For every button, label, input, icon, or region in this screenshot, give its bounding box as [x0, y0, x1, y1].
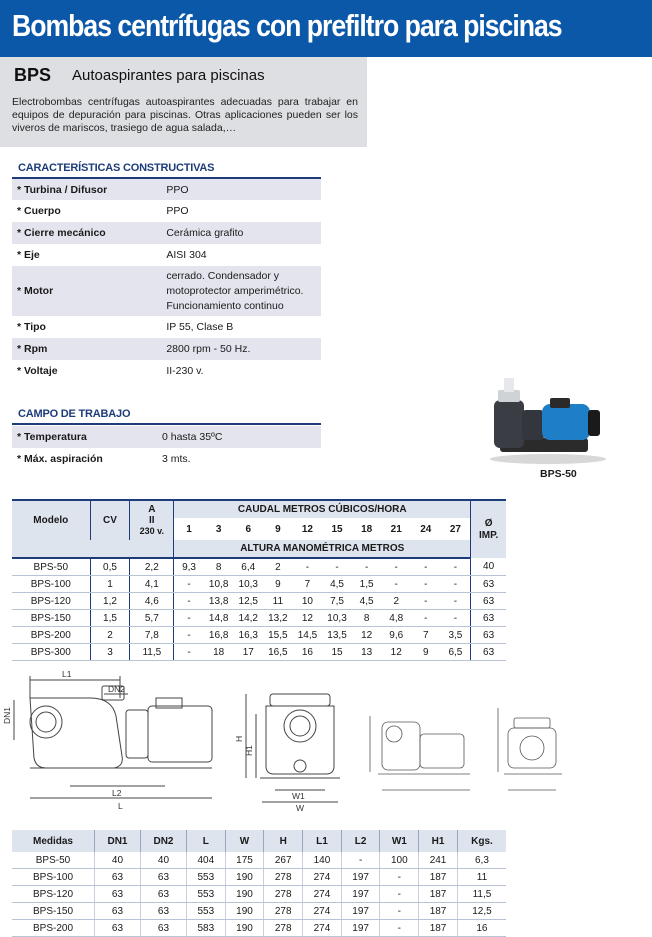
head-cell: 11	[263, 593, 293, 610]
motor-outline	[148, 706, 212, 762]
head-cell: 10,3	[322, 610, 352, 627]
port-inner	[290, 716, 310, 736]
head-cell: 8	[204, 558, 234, 576]
shadow	[490, 454, 606, 464]
dims-cell: 190	[225, 920, 264, 937]
flow-value: 6	[245, 523, 252, 535]
head-cell: 16,5	[263, 644, 293, 661]
imp-symbol: Ø	[484, 517, 493, 529]
terminal-box	[550, 398, 570, 408]
technical-drawings	[0, 668, 652, 813]
head-cell: 4,5	[322, 576, 352, 593]
flow-value: 1	[174, 518, 204, 540]
spec-key: * Cierre mecánico	[12, 222, 161, 244]
dims-cell: 63	[95, 886, 141, 903]
spec-key: * Turbina / Difusor	[12, 179, 161, 200]
spec-row	[12, 448, 321, 470]
head-cell: 7	[293, 576, 323, 593]
head-cell: -	[174, 610, 204, 627]
dims-cell: 187	[419, 903, 458, 920]
dims-cell: 16	[457, 920, 506, 937]
col-amps	[130, 500, 174, 540]
photo-caption: BPS-50	[540, 468, 577, 480]
dims-cell: 63	[95, 903, 141, 920]
head-cell: 15,5	[263, 627, 293, 644]
table-row	[12, 610, 506, 627]
head-cell: 14,8	[204, 610, 234, 627]
label-l1: L1	[62, 669, 72, 679]
head-cell: -	[322, 558, 352, 576]
label-w1: W1	[292, 791, 305, 801]
dims-cell: 187	[419, 869, 458, 886]
head-cell: 2	[381, 593, 411, 610]
head-cell: -	[174, 644, 204, 661]
head-cell: 17	[233, 644, 263, 661]
page-title: Bombas centrífugas con prefiltro para piscinas	[12, 8, 562, 43]
head-cell: 12,5	[233, 593, 263, 610]
product-line: Autoaspirantes para piscinas	[72, 67, 265, 84]
lid-outline	[270, 694, 330, 706]
model-cell: BPS-100	[12, 576, 90, 593]
table-row	[12, 903, 506, 920]
dims-cell: 190	[225, 869, 264, 886]
model-cell: BPS-300	[12, 644, 90, 661]
small-port-outline	[386, 726, 402, 742]
table-row	[12, 593, 506, 610]
head-cell: 14,5	[293, 627, 323, 644]
imp-cell: 63	[471, 610, 506, 627]
head-cell: 10	[293, 593, 323, 610]
spec-row	[12, 244, 321, 266]
col-cv: CV	[90, 500, 130, 540]
spec-row	[12, 360, 321, 381]
dims-cell: 278	[264, 869, 303, 886]
spec-row	[12, 266, 321, 316]
head-cell: -	[441, 610, 471, 627]
head-cell: -	[441, 558, 471, 576]
dims-cell: 404	[186, 852, 225, 869]
imp-cell: 63	[471, 627, 506, 644]
head-cell: -	[293, 558, 323, 576]
dims-cell: 190	[225, 903, 264, 920]
spec-key: * Voltaje	[17, 364, 58, 377]
flow-value: 18	[361, 523, 373, 535]
spec-value: cerrado. Condensador y motoprotector amperimétrico. Funcionamiento continuo	[161, 266, 321, 316]
head-cell: -	[174, 593, 204, 610]
head-cell: 18	[204, 644, 234, 661]
model-cell: BPS-150	[12, 610, 90, 627]
flow-value: 9	[275, 523, 281, 535]
flow-value: 21	[390, 523, 402, 535]
spec-row	[12, 200, 321, 222]
table-row	[12, 920, 506, 937]
dims-cell: 197	[341, 920, 380, 937]
amps-phase: II	[149, 515, 155, 526]
cv-cell: 1,5	[90, 610, 130, 627]
dims-cell: 63	[140, 869, 186, 886]
head-cell: 6,5	[441, 644, 471, 661]
spec-row	[12, 179, 321, 200]
head-cell: 7	[411, 627, 441, 644]
head-cell: 12	[352, 627, 382, 644]
construction-title: CARACTERÍSTICAS CONSTRUCTIVAS	[18, 162, 215, 174]
head-cell: -	[411, 610, 441, 627]
work-range-title: CAMPO DE TRABAJO	[18, 408, 131, 420]
dims-cell: 553	[186, 869, 225, 886]
head-cell: 9	[263, 576, 293, 593]
head-header: ALTURA MANOMÉTRICA METROS	[174, 540, 471, 558]
flow-value: 27	[449, 523, 461, 535]
side-view-drawing	[14, 676, 212, 798]
dims-cell: 100	[380, 852, 419, 869]
small-front-port	[520, 736, 544, 760]
label-dn2: DN2	[108, 684, 126, 694]
small-front-outline	[508, 728, 556, 768]
dims-cell: 63	[140, 920, 186, 937]
dims-cell: 11,5	[457, 886, 506, 903]
spec-key: * Máx. aspiración	[17, 453, 103, 465]
head-cell: 10,3	[233, 576, 263, 593]
dims-cell: 63	[140, 903, 186, 920]
small-motor-outline	[420, 734, 464, 768]
amps-cell: 5,7	[130, 610, 174, 627]
spec-row	[12, 316, 321, 338]
dims-cell: 187	[419, 886, 458, 903]
head-cell: 10,8	[204, 576, 234, 593]
model-cell: BPS-200	[12, 920, 95, 937]
dims-cell: -	[380, 886, 419, 903]
head-cell: 2	[263, 558, 293, 576]
head-cell: -	[441, 576, 471, 593]
table-row	[12, 558, 506, 576]
head-cell: 16,3	[233, 627, 263, 644]
dims-col-header: L2	[341, 830, 380, 852]
spec-row	[12, 338, 321, 360]
spec-value: II-230 v.	[166, 364, 204, 377]
imp-cell: 63	[471, 576, 506, 593]
head-cell: 4,5	[352, 593, 382, 610]
head-cell: -	[381, 576, 411, 593]
dims-cell: 274	[303, 886, 342, 903]
dims-cell: 6,3	[457, 852, 506, 869]
dims-col-header: W	[225, 830, 264, 852]
dims-cell: 278	[264, 886, 303, 903]
volute-outline	[126, 710, 148, 758]
dims-col-header: L	[186, 830, 225, 852]
dims-col-header: L1	[303, 830, 342, 852]
dims-cell: 197	[341, 886, 380, 903]
product-model: BPS	[14, 65, 52, 85]
dims-cell: 175	[225, 852, 264, 869]
dims-col-header: W1	[380, 830, 419, 852]
dims-cell: 40	[95, 852, 141, 869]
flow-header: CAUDAL METROS CÚBICOS/HORA	[174, 500, 471, 518]
model-cell: BPS-50	[12, 852, 95, 869]
head-cell: 15	[322, 644, 352, 661]
head-cell: 9,3	[174, 558, 204, 576]
dims-cell: 553	[186, 886, 225, 903]
cv-cell: 2	[90, 627, 130, 644]
table-row	[12, 644, 506, 661]
inlet-outline	[30, 706, 62, 738]
spec-value: 0 hasta 35ºC	[157, 426, 321, 448]
dims-cell: 197	[341, 903, 380, 920]
spec-key: * Temperatura	[12, 426, 157, 448]
work-range-table	[12, 426, 321, 470]
flow-value: 12	[301, 523, 313, 535]
spec-value: PPO	[166, 205, 189, 217]
model-cell: BPS-150	[12, 903, 95, 920]
model-cell: BPS-120	[12, 593, 90, 610]
spec-value: IP 55, Clase B	[166, 321, 234, 333]
dims-col-header: H	[264, 830, 303, 852]
head-cell: -	[381, 558, 411, 576]
head-cell: 7,5	[322, 593, 352, 610]
head-cell: 12	[381, 644, 411, 661]
amps-cell: 7,8	[130, 627, 174, 644]
pump-photo	[480, 376, 615, 466]
dims-cell: 583	[186, 920, 225, 937]
label-h1: H1	[244, 745, 254, 756]
motor-body	[542, 404, 590, 440]
label-h: H	[234, 735, 244, 742]
amps-cell: 4,6	[130, 593, 174, 610]
head-cell: 3,5	[441, 627, 471, 644]
spec-key: * Tipo	[17, 321, 46, 333]
spec-value: 2800 rpm - 50 Hz.	[161, 338, 321, 360]
head-cell: 1,5	[352, 576, 382, 593]
dims-cell: -	[341, 852, 380, 869]
section-rule	[12, 423, 321, 425]
label-w: W	[296, 803, 305, 813]
dims-col-header: Medidas	[12, 830, 95, 852]
col-imp	[471, 500, 506, 558]
table-row	[12, 627, 506, 644]
table-row	[12, 886, 506, 903]
label-dn1: DN1	[2, 706, 12, 724]
spec-key: * Rpm	[12, 338, 161, 360]
head-cell: -	[411, 593, 441, 610]
flow-value: 15	[331, 523, 343, 535]
head-cell: 8	[352, 610, 382, 627]
dims-cell: 278	[264, 903, 303, 920]
head-cell: -	[411, 558, 441, 576]
amps-cell: 11,5	[130, 644, 174, 661]
head-cell: -	[174, 627, 204, 644]
head-cell: 4,8	[381, 610, 411, 627]
amps-voltage: 230 v.	[139, 526, 164, 536]
head-cell: 9	[411, 644, 441, 661]
dims-cell: 140	[303, 852, 342, 869]
front-view-drawing	[246, 694, 340, 802]
imp-label: IMP.	[478, 529, 499, 541]
label-l2: L2	[112, 788, 122, 798]
dims-header-row	[12, 830, 506, 852]
label-l: L	[118, 801, 123, 811]
prefilter-body	[494, 400, 524, 448]
spec-value: AISI 304	[166, 249, 207, 261]
spec-row	[12, 426, 321, 448]
model-cell: BPS-120	[12, 886, 95, 903]
header-spacer	[12, 540, 174, 558]
amps-cell: 4,1	[130, 576, 174, 593]
performance-table	[12, 499, 506, 661]
dims-cell: 197	[341, 869, 380, 886]
dims-cell: 63	[95, 869, 141, 886]
spec-key: * Eje	[17, 249, 40, 261]
head-cell: 13,5	[322, 627, 352, 644]
col-model: Modelo	[12, 500, 90, 540]
motor-end-cap	[588, 410, 600, 436]
inlet-pipe	[504, 378, 514, 392]
dims-cell: 278	[264, 920, 303, 937]
dims-cell: 63	[140, 886, 186, 903]
amps-cell: 2,2	[130, 558, 174, 576]
cv-cell: 0,5	[90, 558, 130, 576]
small-lid-outline	[514, 718, 550, 728]
model-cell: BPS-200	[12, 627, 90, 644]
spec-value: Cerámica grafito	[161, 222, 321, 244]
dims-cell: 12,5	[457, 903, 506, 920]
head-cell: 14,2	[233, 610, 263, 627]
dims-cell: 267	[264, 852, 303, 869]
inlet-inner	[36, 712, 56, 732]
dims-cell: 187	[419, 920, 458, 937]
dims-cell: 190	[225, 886, 264, 903]
table-row	[12, 852, 506, 869]
dims-cell: 40	[140, 852, 186, 869]
imp-cell: 63	[471, 644, 506, 661]
cv-cell: 3	[90, 644, 130, 661]
dims-cell: 274	[303, 920, 342, 937]
flow-value: 24	[420, 523, 432, 535]
port-outline	[284, 710, 316, 742]
head-cell: 13,8	[204, 593, 234, 610]
dims-cell: 241	[419, 852, 458, 869]
table-row	[12, 576, 506, 593]
dims-cell: -	[380, 920, 419, 937]
flow-value: 3	[215, 523, 222, 535]
prefilter-outline	[30, 698, 122, 768]
dims-col-header: H1	[419, 830, 458, 852]
imp-cell: 40	[471, 558, 506, 576]
small-pump-drawings	[370, 708, 562, 790]
drain-outline	[294, 760, 306, 772]
dimensions-table	[12, 830, 506, 937]
dims-cell: -	[380, 869, 419, 886]
dims-cell: 274	[303, 869, 342, 886]
dims-cell: 553	[186, 903, 225, 920]
head-cell: 13	[352, 644, 382, 661]
cv-cell: 1,2	[90, 593, 130, 610]
dims-cell: 274	[303, 903, 342, 920]
head-cell: -	[411, 576, 441, 593]
spec-row	[12, 222, 321, 244]
dims-cell: -	[380, 903, 419, 920]
imp-cell: 63	[471, 593, 506, 610]
head-cell: 16,8	[204, 627, 234, 644]
model-cell: BPS-100	[12, 869, 95, 886]
head-cell: 16	[293, 644, 323, 661]
dims-col-header: Kgs.	[457, 830, 506, 852]
dims-col-header: DN1	[95, 830, 141, 852]
spec-key: * Motor	[12, 266, 161, 316]
head-cell: -	[441, 593, 471, 610]
head-cell: 9,6	[381, 627, 411, 644]
head-cell: -	[352, 558, 382, 576]
model-cell: BPS-50	[12, 558, 90, 576]
dims-cell: 11	[457, 869, 506, 886]
dims-cell: 63	[95, 920, 141, 937]
spec-key: * Cuerpo	[17, 205, 61, 217]
construction-table	[12, 179, 321, 381]
head-cell: -	[174, 576, 204, 593]
amps-label: A	[148, 504, 156, 515]
table-row	[12, 869, 506, 886]
head-cell: 13,2	[263, 610, 293, 627]
impeller-housing	[522, 410, 544, 440]
head-cell: 12	[293, 610, 323, 627]
product-intro: Electrobombas centrífugas autoaspirantes adecuadas para trabajar en equipos de depuración para piscinas. Otras aplicaciones pueden ser los viveros de mariscos, trasiego de agua salada,…	[12, 96, 358, 134]
cv-cell: 1	[90, 576, 130, 593]
spec-value: PPO	[161, 179, 321, 200]
dims-col-header: DN2	[140, 830, 186, 852]
spec-value: 3 mts.	[162, 453, 191, 465]
head-cell: 6,4	[233, 558, 263, 576]
